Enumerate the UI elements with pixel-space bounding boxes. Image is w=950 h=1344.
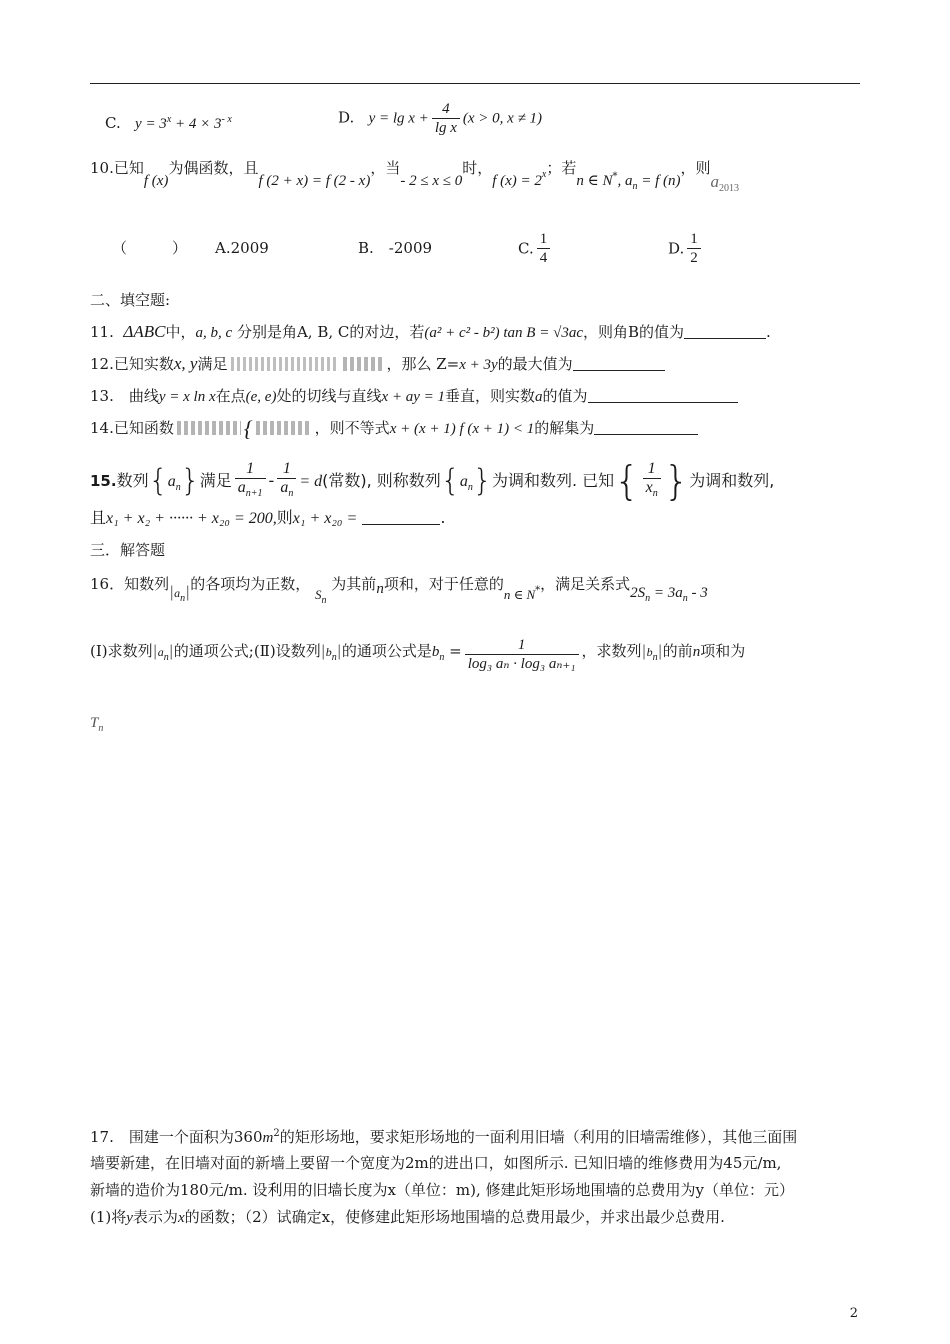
- q13: 13. 曲线y = x ln x在点(e, e)处的切线与直线x + ay = 1垂直，则实数a的值为: [90, 386, 738, 407]
- q10-option-c: C. $\frac{1}{4}$: [518, 230, 553, 267]
- q15-line2: 且x₁ + x₂ + ······ + x₂₀ = 200,则x₁ + x₂₀ = .: [90, 508, 446, 527]
- header-rule: [90, 83, 860, 84]
- q16-stem: 16．知数列$|_{an}|$的各项均为正数， $S_n$ 为其前n项和，对于任意的n ∈ $N_*$，满足关系式$2S_n = 3a_n - 3$: [90, 575, 708, 606]
- q16-parts: (I)求数列$|a_n|$的通项公式;(Ⅱ)设数列$|b_n|$的通项公式是$b_n$ = $\frac{1}{\text{log₃ aₙ · log₃ aₙ₊₁}}$ ，求数列$|b_n|$的前n项和为: [90, 637, 746, 672]
- q14-answer-blank[interactable]: [594, 420, 698, 435]
- q15-line1: 15.数列$\{a_n\}$满足 $\frac{1}{a_{n+1}}$ - $\frac{1}{a_n}$ = d(常数), 则称数列$\{a_n\}$为调和数列. 已知{ $\frac{1}{x_n}$ }为调和数列,: [90, 458, 775, 505]
- page-number: 2: [849, 1306, 858, 1321]
- q14: 14.已知函数 { ，则不等式x + (x + 1) f (x + 1) < 1的解集为: [90, 418, 698, 439]
- q10-option-b: B. -2009: [358, 239, 433, 257]
- q10-answer-paren: （ ）: [112, 239, 188, 257]
- q16-tn: $T_n$: [90, 715, 104, 734]
- q9-option-c: C. $y = 3^x + 4 \times 3^{- x}$: [105, 114, 232, 132]
- q10-option-a: A.2009: [215, 239, 269, 257]
- q14-piecewise-image: [256, 421, 312, 435]
- q12-constraint-image: [231, 357, 336, 371]
- section-solution-heading: 三．解答题: [90, 541, 166, 559]
- q9-option-d: D. y = lg x + $\frac{4}{\text{lg x}}$ (x > 0, x ≠ 1): [338, 101, 543, 136]
- section-fill-in-heading: 二、填空题:: [90, 291, 171, 309]
- q13-answer-blank[interactable]: [588, 388, 738, 403]
- q12: 12.已知实数x, y满足 ，那么 Z=x + 3y的最大值为: [90, 354, 665, 375]
- q12-answer-blank[interactable]: [573, 356, 665, 371]
- q11: 11. ΔABC中，a, b, c 分别是角A, B, C的对边，若(a² + c² - b²) tan B = √3ac，则角B的值为 .: [90, 322, 771, 341]
- q15-answer-blank[interactable]: [362, 510, 440, 525]
- q14-function-image: [177, 421, 241, 435]
- q17-line1: 17. 围建一个面积为$360m^2$的矩形场地，要求矩形场地的一面利用旧墙（利用的旧墙需维修），其他三面围: [90, 1128, 798, 1146]
- q10-stem: 10.已知f (x)为偶函数，且f (2 + x) = f (2 - x)，当- 2 ≤ x ≤ 0时，f $(x) = 2_x$；若n ∈ $N_*$, $a_n = f$ (n)，则$a_{2013}$: [90, 159, 740, 194]
- q9-d-fraction: $\frac{4}{\text{lg x}}$: [432, 100, 460, 137]
- q12-constraint-image-tail: [343, 357, 383, 371]
- q17-line4: (1)将y表示为x的函数；（2）试确定x，使修建此矩形场地围墙的总费用最少，并求出最少总费用.: [90, 1208, 725, 1226]
- q17-line3: 新墙的造价为180元/m. 设利用的旧墙长度为x（单位：m), 修建此矩形场地围墙的总费用为y（单位：元）: [90, 1181, 794, 1199]
- q10-option-d: D. $\frac{1}{2}$: [668, 230, 704, 267]
- q17-line2: 墙要新建，在旧墙对面的新墙上要留一个宽度为2m的进出口，如图所示. 已知旧墙的维修费用为45元/m,: [90, 1154, 782, 1172]
- q11-answer-blank[interactable]: [684, 324, 766, 339]
